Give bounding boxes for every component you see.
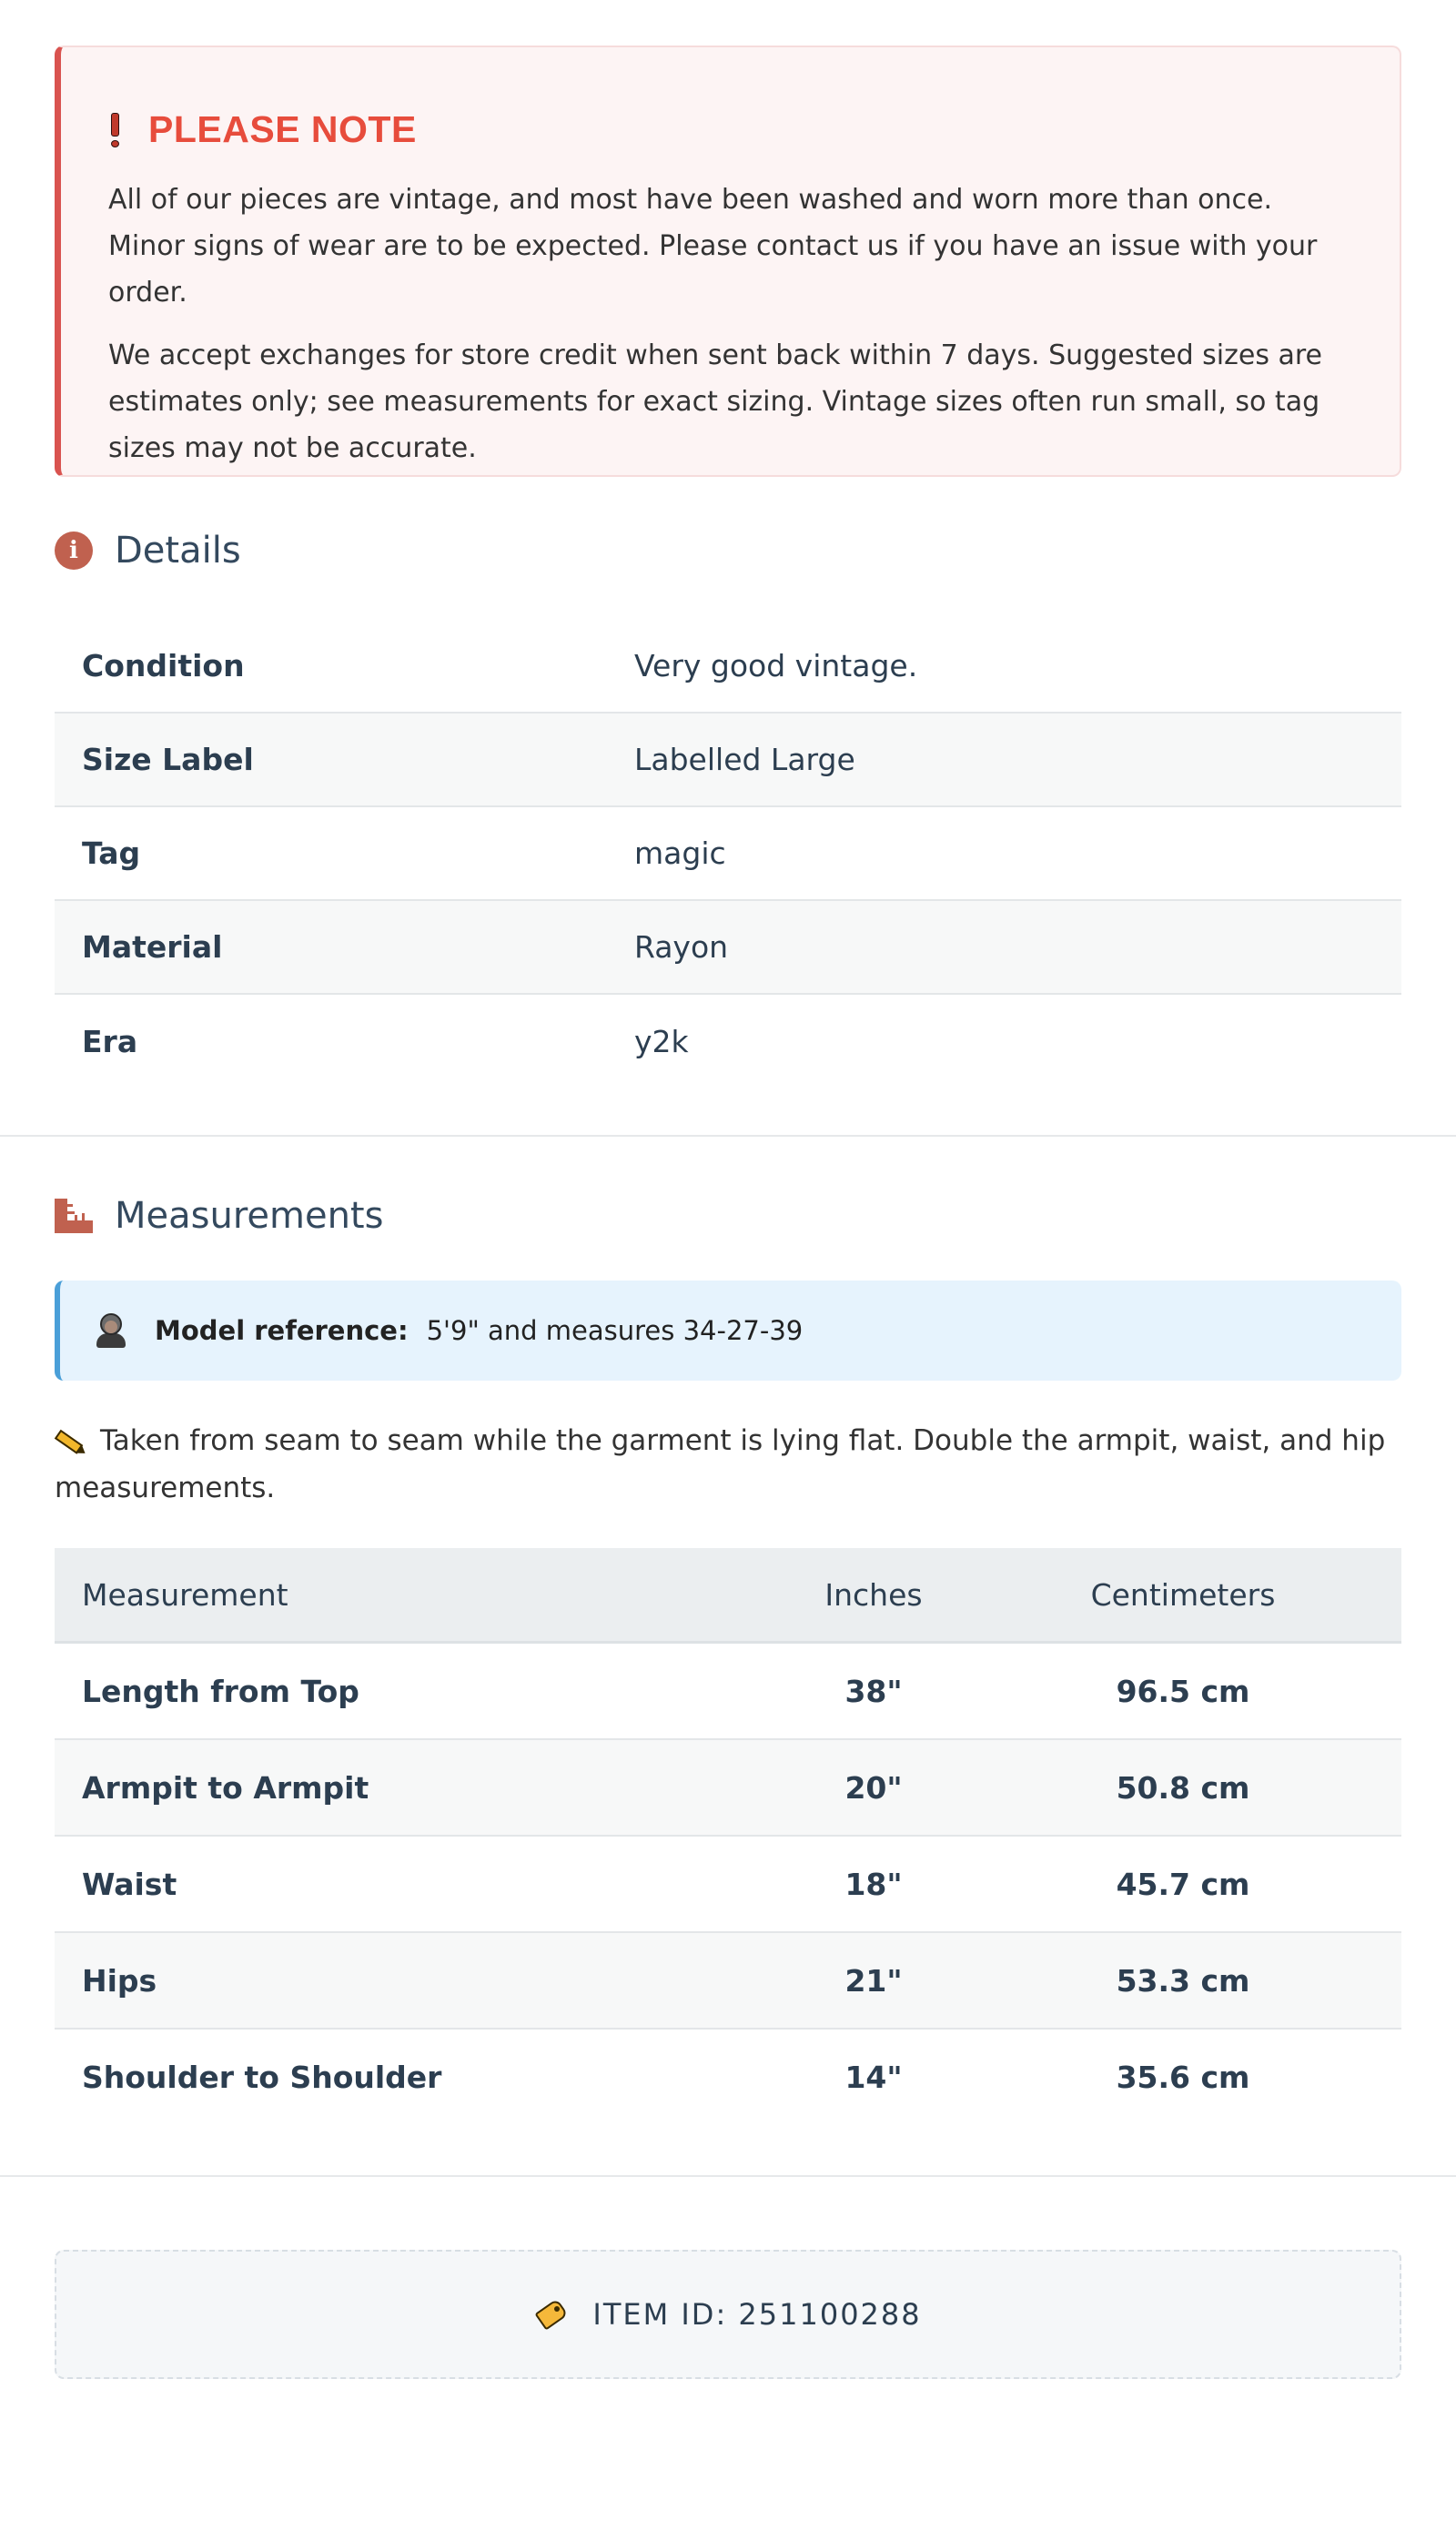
measurement-inches: 18": [783, 1836, 965, 1932]
item-id-box: [55, 2250, 1401, 2379]
measurements-title: Measurements: [115, 1195, 384, 1237]
item-id-text: ITEM ID: 251100288: [592, 2297, 922, 2332]
measurement-inches: 20": [783, 1739, 965, 1836]
table-row: [55, 994, 1401, 1088]
section-divider: [0, 2175, 1456, 2177]
table-row: [55, 619, 1401, 713]
table-row: [55, 1643, 1401, 1740]
measurement-note: [55, 1417, 1401, 1512]
person-icon: [95, 1313, 127, 1348]
measurement-name: Length from Top: [55, 1643, 783, 1740]
table-row: [55, 713, 1401, 806]
detail-value: magic: [634, 806, 1401, 900]
detail-label: Condition: [55, 619, 634, 713]
measurement-cm: 50.8 cm: [965, 1739, 1401, 1836]
model-reference-value: 5'9" and measures 34-27-39: [426, 1315, 804, 1346]
column-header-inches: Inches: [783, 1548, 965, 1643]
details-heading: [55, 528, 1401, 573]
measurements-table: [55, 1548, 1401, 2124]
please-note-notice: [55, 46, 1401, 477]
notice-header: [108, 106, 1354, 153]
column-header-centimeters: Centimeters: [965, 1548, 1401, 1643]
measurement-cm: 96.5 cm: [965, 1643, 1401, 1740]
measurements-section: [0, 1193, 1456, 2124]
detail-label: Material: [55, 900, 634, 994]
table-row: [55, 1739, 1401, 1836]
measurement-inches: 14": [844, 2059, 903, 2095]
details-table: [55, 619, 1401, 1088]
notice-title: PLEASE NOTE: [148, 107, 417, 150]
model-reference-callout: [55, 1281, 1401, 1381]
detail-value: Rayon: [634, 900, 1401, 994]
column-header-measurement: Measurement: [55, 1548, 783, 1643]
detail-value: Labelled Large: [634, 713, 1401, 806]
ruler-icon: [55, 1199, 93, 1233]
measurement-name: Hips: [55, 1932, 783, 2029]
detail-label: Era: [82, 1023, 138, 1059]
measurement-name: Armpit to Armpit: [55, 1739, 783, 1836]
table-row: [55, 2029, 1401, 2124]
measurement-inches: 38": [783, 1643, 965, 1740]
measurement-name: Shoulder to Shoulder: [82, 2059, 442, 2095]
exclamation-icon: [108, 111, 121, 147]
notice-paragraph-wear: All of our pieces are vintage, and most have been washed and worn more than once. Minor signs of wear are to be expected. Please contact us if you have an issue with your order.: [108, 184, 1318, 309]
measurement-name: Waist: [55, 1836, 783, 1932]
detail-value: Very good vintage.: [634, 619, 1401, 713]
measurements-heading: [55, 1193, 1401, 1239]
table-row: [55, 806, 1401, 900]
details-title: Details: [115, 530, 241, 572]
table-header-row: [55, 1548, 1401, 1643]
pencil-icon: [53, 1427, 89, 1459]
detail-label: Size Label: [55, 713, 634, 806]
table-row: [55, 1836, 1401, 1932]
table-row: [55, 900, 1401, 994]
info-icon: i: [55, 531, 93, 570]
measurement-cm: 45.7 cm: [965, 1836, 1401, 1932]
model-reference-label: Model reference:: [155, 1315, 409, 1346]
tag-icon: [534, 2299, 571, 2330]
section-divider: [0, 1135, 1456, 1137]
item-id-section: [0, 2250, 1456, 2379]
measurement-cm: 35.6 cm: [1116, 2059, 1250, 2095]
detail-value: y2k: [634, 1023, 689, 1059]
table-row: [55, 1932, 1401, 2029]
measurement-inches: 21": [783, 1932, 965, 2029]
notice-paragraph-exchanges: We accept exchanges for store credit when sent back within 7 days. Suggested sizes are estimates only; see measurements for exact sizing. Vintage sizes often run small, so tag sizes may not be accurate.: [108, 339, 1323, 464]
measurement-cm: 53.3 cm: [965, 1932, 1401, 2029]
page-content: [0, 46, 1456, 1088]
detail-label: Tag: [55, 806, 634, 900]
measurement-note-text: Taken from seam to seam while the garment is lying flat. Double the armpit, waist, and hip measurements.: [55, 1424, 1386, 1504]
